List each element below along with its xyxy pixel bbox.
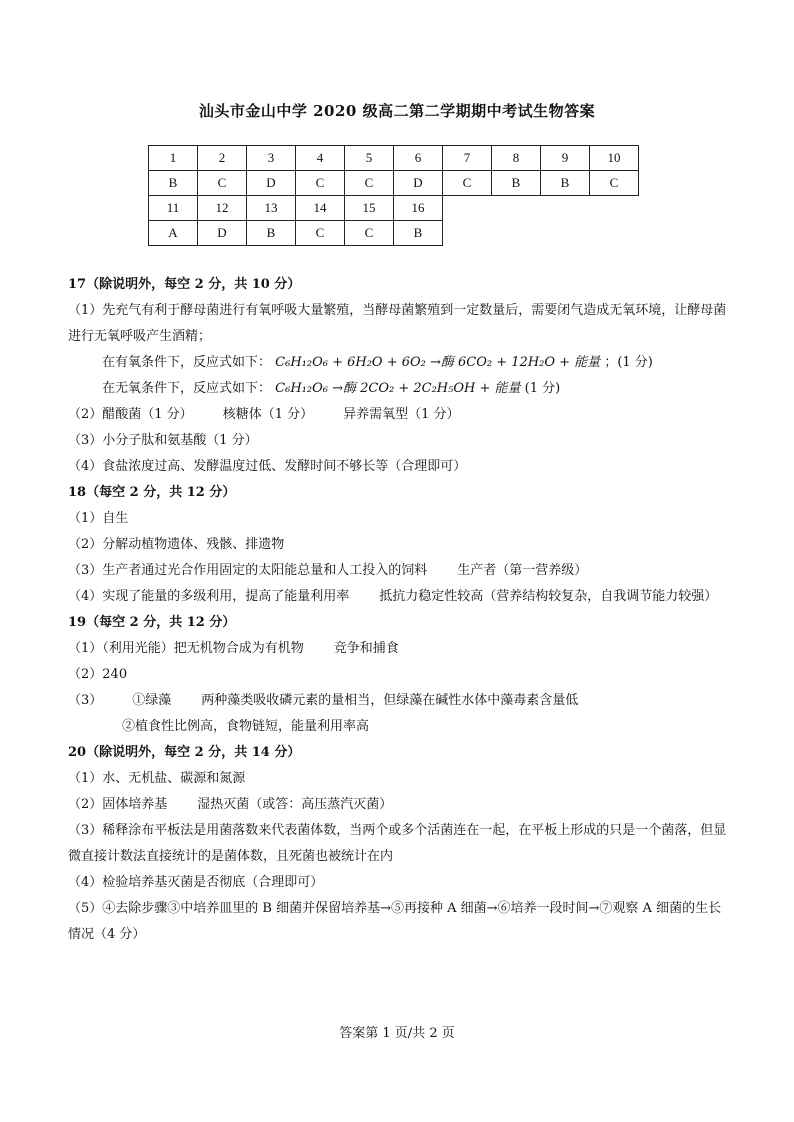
q18-part4 [68,584,728,610]
answer-cell: C [296,221,345,246]
table-row [149,196,639,221]
aerobic-prefix: 在有氧条件下，反应式如下： [102,355,272,370]
answer-table [148,145,639,246]
answer-content [68,272,728,948]
q18-p3-answer-b: 生产者（第一营养级） [457,563,588,578]
table-row [149,221,639,246]
question-number-cell: 15 [345,196,394,221]
answer-cell: C [345,221,394,246]
q17-part3: （3）小分子肽和氨基酸（1 分） [68,433,258,448]
q17-p2-answer-c: 异养需氧型（1 分） [343,407,460,422]
table-row [149,171,639,196]
aerobic-formula: C₆H₁₂O₆ + 6H₂O + 6O₂ →酶 6CO₂ + 12H₂O + 能量 [275,355,601,370]
answer-cell: C [443,171,492,196]
page-title: 汕头市金山中学 2020 级高二第二学期期中考试生物答案 [198,102,596,120]
q20-part2 [68,792,728,818]
q20-part3: （3）稀释涂布平板法是用菌落数来代表菌体数，当两个或多个活菌连在一起，在平板上形成的只是一个菌落，但显微直接计数法直接统计的是菌体数，且死菌也被统计在内 [68,823,727,864]
page-footer: 答案第 1 页/共 2 页 [339,1026,455,1041]
anaerobic-prefix: 在无氧条件下，反应式如下： [102,381,272,396]
question-number-cell: 4 [296,146,345,171]
question-number-cell: 7 [443,146,492,171]
q18-p4-answer-a: （4）实现了能量的多级利用，提高了能量利用率 [68,589,350,604]
q20-part4: （4）检验培养基灭菌是否彻底（合理即可） [68,875,324,890]
answer-cell: D [394,171,443,196]
q19-p1-answer-a: （1）（利用光能）把无机物合成为有机物 [68,641,304,656]
q19-part3-sub2: ②植食性比例高，食物链短，能量利用率高 [122,719,370,734]
q19-part1 [68,636,728,662]
anaerobic-suffix: (1 分) [524,381,561,396]
empty-cell [443,221,492,246]
q20-heading: 20（除说明外，每空 2 分，共 14 分） [68,745,301,760]
question-number-cell: 13 [247,196,296,221]
q17-aerobic-line [68,350,728,376]
answer-cell: B [394,221,443,246]
q17-p2-answer-a: （2）醋酸菌（1 分） [68,407,193,422]
q20-part5: （5）④去除步骤③中培养皿里的 B 细菌并保留培养基→⑤再接种 A 细菌→⑥培养一段时间→⑦观察 A 细菌的生长情况（4 分） [68,901,722,942]
question-number-cell: 12 [198,196,247,221]
question-number-cell: 5 [345,146,394,171]
answer-cell: A [149,221,198,246]
q18-heading: 18（每空 2 分，共 12 分） [68,485,236,500]
q18-part1: （1）自生 [68,511,129,526]
answer-cell: B [541,171,590,196]
q19-heading: 19（每空 2 分，共 12 分） [68,615,236,630]
table-row [149,146,639,171]
answer-cell: B [149,171,198,196]
q20-part1: （1）水、无机盐、碳源和氮源 [68,771,246,786]
q19-p3-answer-a: ①绿藻 [132,693,172,708]
q18-part3 [68,558,728,584]
question-number-cell: 9 [541,146,590,171]
q19-p3-answer-b: 两种藻类吸收磷元素的量相当，但绿藻在碱性水体中藻毒素含量低 [201,693,579,708]
q17-part4: （4）食盐浓度过高、发酵温度过低、发酵时间不够长等（合理即可） [68,459,467,474]
answer-cell: C [345,171,394,196]
answer-cell: B [247,221,296,246]
q17-part2 [68,402,728,428]
question-number-cell: 10 [590,146,639,171]
q19-part2: （2）240 [68,667,128,682]
question-number-cell: 16 [394,196,443,221]
answer-cell: C [590,171,639,196]
empty-cell [541,221,590,246]
answer-cell: D [198,221,247,246]
empty-cell [590,196,639,221]
q19-p1-answer-b: 竞争和捕食 [333,641,399,656]
question-number-cell: 2 [198,146,247,171]
empty-cell [443,196,492,221]
q17-p2-answer-b: 核糖体（1 分） [222,407,314,422]
answer-cell: C [198,171,247,196]
question-number-cell: 1 [149,146,198,171]
anaerobic-formula: C₆H₁₂O₆ →酶 2CO₂ + 2C₂H₅OH + 能量 [275,381,521,396]
q18-p4-answer-b: 抵抗力稳定性较高（营养结构较复杂，自我调节能力较强） [379,589,718,604]
answer-cell: B [492,171,541,196]
q18-part2: （2）分解动植物遗体、残骸、排遗物 [68,537,285,552]
q19-part3 [68,688,728,714]
answer-cell: D [247,171,296,196]
question-number-cell: 11 [149,196,198,221]
q18-p3-answer-a: （3）生产者通过光合作用固定的太阳能总量和人工投入的饲料 [68,563,428,578]
q17-heading: 17（除说明外，每空 2 分，共 10 分） [68,277,301,292]
question-number-cell: 6 [394,146,443,171]
empty-cell [492,196,541,221]
q20-p2-answer-b: 湿热灭菌（或答：高压蒸汽灭菌） [197,797,393,812]
q17-anaerobic-line [68,376,728,402]
question-number-cell: 8 [492,146,541,171]
question-number-cell: 3 [247,146,296,171]
empty-cell [492,221,541,246]
empty-cell [541,196,590,221]
q17-part1: （1）先充气有利于酵母菌进行有氧呼吸大量繁殖，当酵母菌繁殖到一定数量后，需要闭气造成无氧环境，让酵母菌进行无氧呼吸产生酒精； [68,303,727,344]
q20-p2-answer-a: （2）固体培养基 [68,797,168,812]
aerobic-suffix: ；(1 分) [604,355,653,370]
question-number-cell: 14 [296,196,345,221]
empty-cell [590,221,639,246]
q19-p3-label: （3） [68,693,103,708]
answer-cell: C [296,171,345,196]
